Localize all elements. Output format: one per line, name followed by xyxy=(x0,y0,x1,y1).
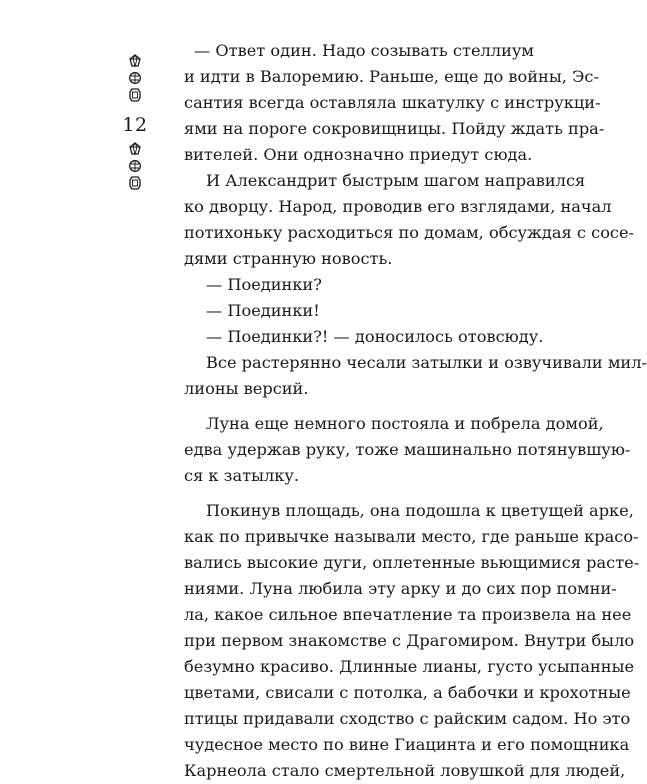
text-line: как по привычке называли место, где раньше красо- xyxy=(184,527,639,546)
text-line: — Поединки? xyxy=(206,275,322,294)
text-line: птицы придавали сходство с райским садом. Но это xyxy=(184,709,631,728)
gem-icon xyxy=(128,142,142,156)
text-line: И Александрит быстрым шагом направился xyxy=(206,171,586,190)
gem-icon xyxy=(128,71,142,85)
paragraph xyxy=(162,411,631,489)
text-line: безумно красиво. Длинные лианы, густо усыпанные xyxy=(184,657,635,676)
paragraph xyxy=(162,324,544,350)
text-line: — Ответ один. Надо созывать стеллиум xyxy=(194,41,534,60)
paragraph xyxy=(162,298,534,324)
paragraph xyxy=(162,168,635,272)
text-line: лионы версий. xyxy=(184,379,309,398)
text-line: вались высокие дуги, оплетенные вьющимися расте- xyxy=(184,553,640,572)
text-line: при первом знакомстве с Драгомиром. Внутри было xyxy=(184,631,635,650)
text-line: чудесное место по вине Гиацинта и его помощника xyxy=(184,735,630,754)
gem-icon xyxy=(128,88,142,102)
body-text xyxy=(162,38,647,784)
paragraph xyxy=(162,350,647,402)
text-line: Все растерянно чесали затылки и озвучивали мил- xyxy=(206,353,647,372)
paragraph xyxy=(162,272,534,298)
text-line: и идти в Валоремию. Раньше, еще до войны, Эс- xyxy=(184,67,599,86)
text-line: сантия всегда оставляла шкатулку с инструкци- xyxy=(184,93,601,112)
text-line: вителей. Они однозначно приедут сюда. xyxy=(184,145,533,164)
text-line: Луна еще немного постояла и побрела домой, xyxy=(206,414,604,433)
gem-icon xyxy=(128,159,142,173)
paragraph xyxy=(162,38,605,168)
paragraph xyxy=(162,498,640,784)
text-line: ями на пороге сокровищницы. Пойду ждать пра- xyxy=(184,119,605,138)
text-line: ко дворцу. Народ, проводив его взглядами, начал xyxy=(184,197,612,216)
text-line: ся к затылку. xyxy=(184,466,300,485)
text-line: дями странную новость. xyxy=(184,249,393,268)
text-line: едва удержав руку, тоже машинально потянувшую- xyxy=(184,440,631,459)
gem-icon xyxy=(128,176,142,190)
text-line: ниями. Луна любила эту арку и до сих пор помни- xyxy=(184,579,617,598)
text-line: Покинув площадь, она подошла к цветущей арке, xyxy=(206,501,634,520)
text-line: цветами, свисали с потолка, а бабочки и крохотные xyxy=(184,683,631,702)
text-line: — Поединки?! — доносилось отовсюду. xyxy=(206,327,544,346)
gem-icon xyxy=(128,54,142,68)
text-line: ла, какое сильное впечатление та произвела на нее xyxy=(184,605,632,624)
text-line: — Поединки! xyxy=(206,301,320,320)
text-line: потихоньку расходиться по домам, обсуждая с сосе- xyxy=(184,223,635,242)
text-line: Карнеола стало смертельной ловушкой для людей, xyxy=(184,761,626,780)
page-number: 12 xyxy=(122,114,148,136)
